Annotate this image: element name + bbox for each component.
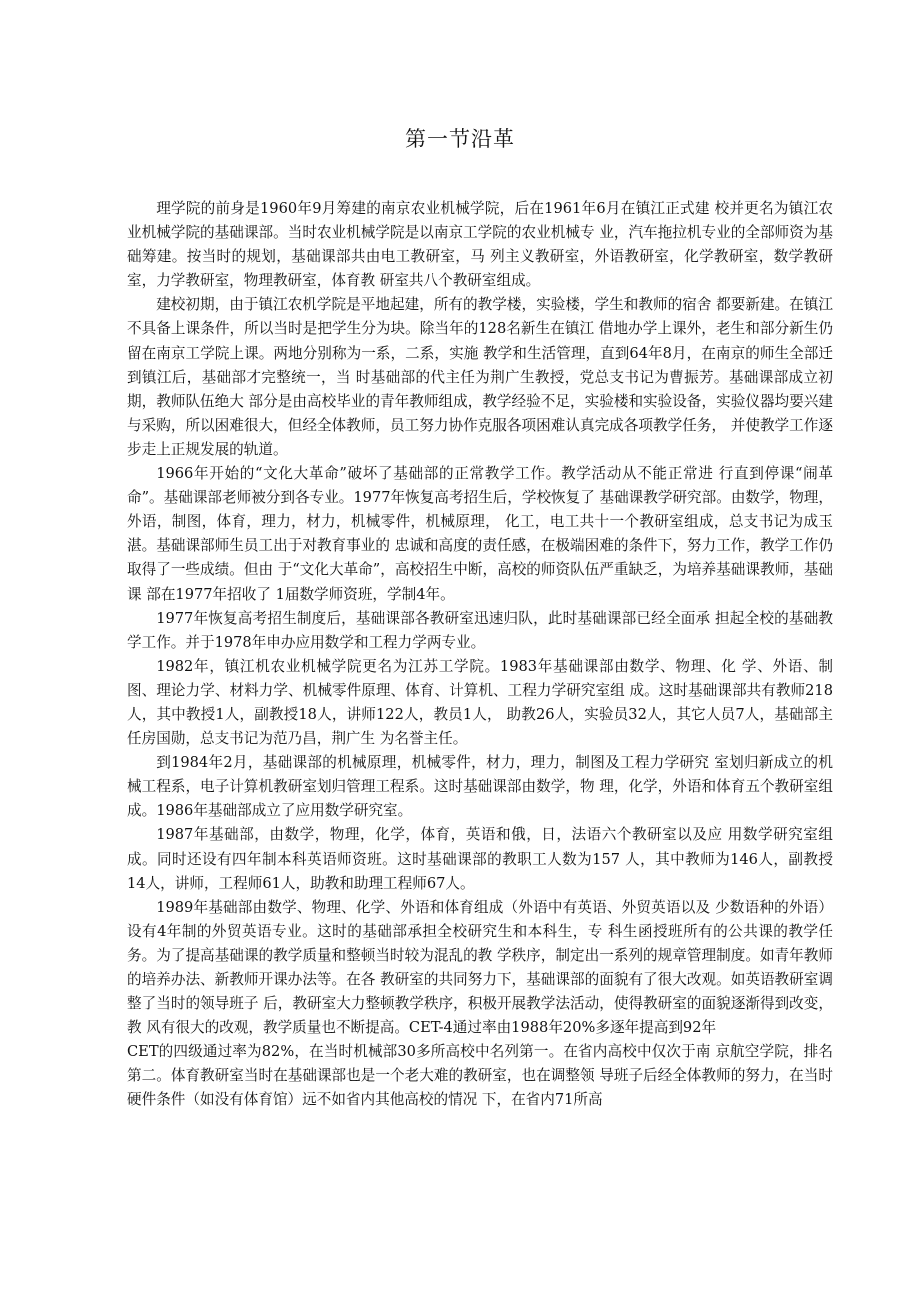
paragraph-1984-reorganization: 到1984年2月，基础课部的机械原理，机械零件，材力，理力，制图及工程力学研究 室划归新成立的机械工程系，电子计算机教研室划归管理工程系。这时基础课部由数学，物 理，化学，外语和体育五个教研室组成。1986年基础部成立了应用数学研究室。 xyxy=(127,754,833,820)
paragraph-cet-results: CET的四级通过率为82%，在当时机械部30多所高校中名列第一。在省内高校中仅次于南 京航空学院，排名第二。体育教研室当时在基础课部也是一个老大难的教研室，也在调整领 导班子后经全体教师的努力，在当时硬件条件（如没有体育馆）远不如省内其他高校的情况 下，在省内71所高 xyxy=(127,1043,833,1109)
paragraph-history-origin: 理学院的前身是1960年9月筹建的南京农业机械学院，后在1961年6月在镇江正式建 校并更名为镇江农业机械学院的基础课部。当时农业机械学院是以南京工学院的农业机械专 业，汽车拖拉机专业的全部师资为基础筹建。按当时的规划，基础课部共由电工教研室，马 列主义教研室，外语教研室，化学教研室，数学教研室，力学教研室，物理教研室，体育教 研室共八个教研室组成。 xyxy=(127,200,833,290)
paragraph-early-years: 建校初期，由于镇江农机学院是平地起建，所有的教学楼，实验楼，学生和教师的宿舍 都要新建。在镇江不具备上课条件，所以当时是把学生分为块。除当年的128名新生在镇江 借地办学上课外，老生和部分新生仍留在南京工学院上课。两地分别称为一系，二系，实施 教学和生活管理，直到64年8月，在南京的师生全部迁到镇江后，基础部才完整统一，当 时基础部的代主任为荆广生教授，党总支书记为曹振芳。基础课部成立初期，教师队伍绝大 部分是由高校毕业的青年教师组成，教学经验不足，实验楼和实验设备，实验仪器均要兴建 与采购，所以困难很大，但经全体教师，员工努力协作克服各项困难认真完成各项教学任务， 并使教学工作逐步走上正规发展的轨道。 xyxy=(127,296,833,458)
paragraph-cultural-revolution: 1966年开始的“文化大革命”破坏了基础部的正常教学工作。教学活动从不能正常进 行直到停课“闹革命”。基础课部老师被分到各专业。1977年恢复高考招生后，学校恢复了 基础课教学研究部。由数学，物理，外语，制图，体育，理力，材力，机械零件，机械原理， 化工，电工共十一个教研室组成，总支书记为成玉湛。基础课部师生员工出于对教育事业的 忠诚和高度的责任感，在极端困难的条件下，努力工作，教学工作仍取得了一些成绩。但由 于“文化大革命”，高校招生中断，高校的师资队伍严重缺乏，为培养基础课教师，基础课 部在1977年招收了 1届数学师资班，学制4年。 xyxy=(127,465,833,603)
paragraph-1989-development: 1989年基础部由数学、物理、化学、外语和体育组成（外语中有英语、外贸英语以及 少数语种的外语）设有4年制的外贸英语专业。这时的基础部承担全校研究生和本科生，专 科生函授班所有的公共课的教学任务。为了提高基础课的教学质量和整顿当时较为混乱的教 学秩序，制定出一系列的规章管理制度。如青年教师的培养办法、新教师开课办法等。在各 教研室的共同努力下，基础课部的面貌有了很大改观。如英语教研室调整了当时的领导班子 后，教研室大力整顿教学秩序，积极开展教学法活动，使得教研室的面貌逐渐得到改变，教 风有很大的改观，教学质量也不断提高。CET-4通过率由1988年20%多逐年提高到92年 xyxy=(127,898,833,1037)
paragraph-1987-composition: 1987年基础部，由数学，物理，化学，体育，英语和俄，日，法语六个教研室以及应 用数学研究室组成。同时还设有四年制本科英语师资班。这时基础课部的教职工人数为157 人，其中教师为146人，副教授14人，讲师，工程师61人，助教和助理工程师67人。 xyxy=(127,826,833,892)
document-body xyxy=(127,197,833,1113)
paragraph-1982-renaming: 1982年，镇江机农业机械学院更名为江苏工学院。1983年基础课部由数学、物理、化 学、外语、制图、理论力学、材料力学、机械零件原理、体育、计算机、工程力学研究室组 成。这时基础课部共有教师218人，其中教授1人，副教授18人，讲师122人，教员1人， 助教26人，实验员32人，其它人员7人，基础部主任房国勋，总支书记为范乃昌，荆广生 为名誉主任。 xyxy=(127,657,833,748)
paragraph-1977-recovery: 1977年恢复高考招生制度后，基础课部各教研室迅速归队，此时基础课部已经全面承 担起全校的基础教学工作。并于1978年申办应用数学和工程力学两专业。 xyxy=(127,609,833,651)
page-title: 第一节沿革 xyxy=(405,127,515,151)
